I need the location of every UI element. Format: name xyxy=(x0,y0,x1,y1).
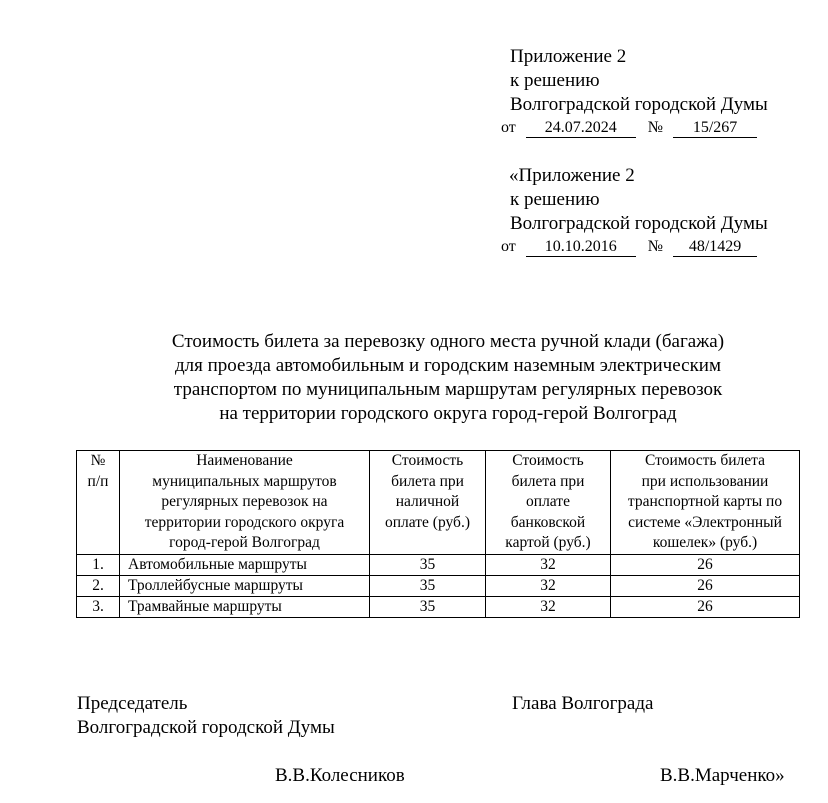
row-num: 2. xyxy=(77,576,120,597)
row-route-name: Трамвайные маршруты xyxy=(120,597,370,618)
appendix-date-row xyxy=(501,118,757,138)
row-cash-price: 35 xyxy=(370,555,486,576)
row-num: 1. xyxy=(77,555,120,576)
header-cash-price: Стоимость билета при наличной оплате (руб.) xyxy=(370,451,486,555)
table-row xyxy=(77,597,800,618)
appendix-date-row-quoted xyxy=(501,237,757,257)
row-cash-price: 35 xyxy=(370,597,486,618)
row-transport-card-price: 26 xyxy=(611,576,800,597)
table-row xyxy=(77,576,800,597)
row-num: 3. xyxy=(77,597,120,618)
row-card-price: 32 xyxy=(486,576,611,597)
appendix-title: Приложение 2 xyxy=(510,46,627,67)
number-prefix: № xyxy=(647,119,664,136)
row-card-price: 32 xyxy=(486,555,611,576)
appendix-title-quoted: «Приложение 2 xyxy=(509,165,635,186)
header-num: № п/п xyxy=(77,451,120,555)
date-prefix: от xyxy=(501,238,516,255)
price-table xyxy=(76,450,800,618)
mayor-signature-name: В.В.Марченко» xyxy=(660,765,785,786)
row-cash-price: 35 xyxy=(370,576,486,597)
document-title xyxy=(100,330,796,426)
row-transport-card-price: 26 xyxy=(611,555,800,576)
appendix-council-name: Волгоградской городской Думы xyxy=(510,94,768,115)
table-row xyxy=(77,555,800,576)
chairman-title: Председатель xyxy=(77,693,188,714)
row-card-price: 32 xyxy=(486,597,611,618)
appendix-date-quoted: 10.10.2016 xyxy=(526,238,636,257)
chairman-council-name: Волгоградской городской Думы xyxy=(77,717,335,738)
row-route-name: Троллейбусные маршруты xyxy=(120,576,370,597)
appendix-date: 24.07.2024 xyxy=(526,119,636,138)
title-line: транспортом по муниципальным маршрутам регулярных перевозок xyxy=(173,379,723,400)
chairman-signature-name: В.В.Колесников xyxy=(275,765,405,786)
appendix-number-quoted: 48/1429 xyxy=(673,238,757,257)
title-line: для проезда автомобильным и городским наземным электрическим xyxy=(174,355,721,376)
appendix-council-name-quoted: Волгоградской городской Думы xyxy=(510,213,768,234)
date-prefix: от xyxy=(501,119,516,136)
title-line: на территории городского округа город-герой Волгоград xyxy=(219,403,677,424)
appendix-decision-label: к решению xyxy=(510,70,600,91)
number-prefix: № xyxy=(647,238,664,255)
table-header-row xyxy=(77,451,800,555)
appendix-decision-label-quoted: к решению xyxy=(510,189,600,210)
header-transport-card-price: Стоимость билета при использовании транспортной карты по системе «Электронный кошелек» (руб.) xyxy=(611,451,800,555)
header-route-name: Наименование муниципальных маршрутов регулярных перевозок на территории городского округа город-герой Волгоград xyxy=(120,451,370,555)
header-card-price: Стоимость билета при оплате банковской картой (руб.) xyxy=(486,451,611,555)
appendix-number: 15/267 xyxy=(673,119,757,138)
row-transport-card-price: 26 xyxy=(611,597,800,618)
title-line: Стоимость билета за перевозку одного места ручной клади (багажа) xyxy=(171,331,725,352)
mayor-title: Глава Волгограда xyxy=(512,693,654,714)
row-route-name: Автомобильные маршруты xyxy=(120,555,370,576)
